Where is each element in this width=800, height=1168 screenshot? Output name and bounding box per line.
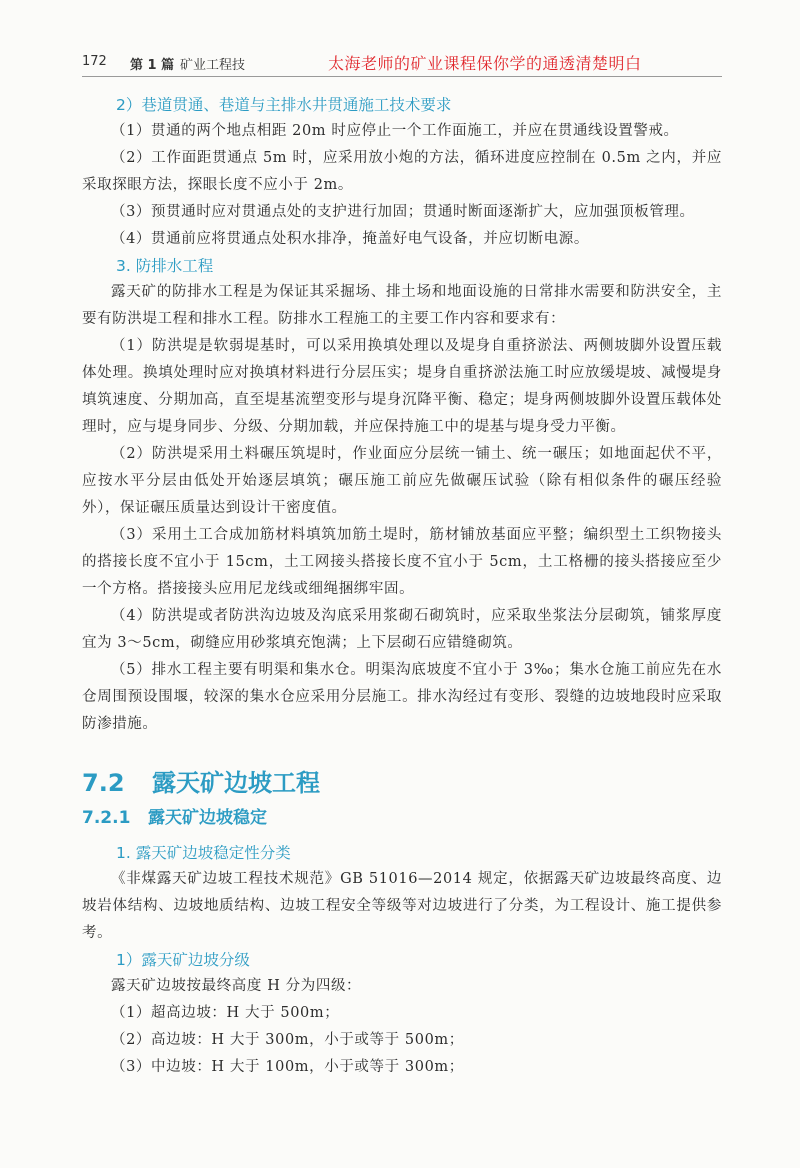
- paragraph: （1）防洪堤是软弱堤基时，可以采用换填处理以及堤身自重挤淤法、两侧坡脚外设置压载体处理。换填处理时应对换填材料进行分层压实；堤身自重挤淤法施工时应放缓堤坡、减慢堤身填筑速度、分期加高，直至堤基流塑变形与堤身沉降平衡、稳定；堤身两侧坡脚外设置压载体处理时，应与堤身同步、分级、分期加载，并应保持施工中的堤基与堤身受力平衡。: [82, 338, 722, 435]
- paragraph: （3）预贯通时应对贯通点处的支护进行加固；贯通时断面逐渐扩大，应加强顶板管理。: [111, 204, 695, 220]
- list-item: （1）超高边坡：H 大于 500m；: [111, 1005, 340, 1021]
- paragraph: 《非煤露天矿边坡工程技术规范》GB 51016—2014 规定，依据露天矿边坡最终高度、边坡岩体结构、边坡地质结构、边坡工程安全等级等对边坡进行了分类，为工程设计、施工提供参考。: [82, 871, 722, 941]
- paragraph: （5）排水工程主要有明渠和集水仓。明渠沟底坡度不宜小于 3‰；集水仓施工前应先在水仓周围预设围堰，较深的集水仓应采用分层施工。排水沟经过有变形、裂缝的边坡地段时应采取防渗措施。: [82, 662, 722, 732]
- page-number: 172: [82, 54, 107, 69]
- page-body: [82, 92, 722, 1081]
- chapter-heading: [82, 766, 722, 800]
- chapter-title: 露天矿边坡工程: [152, 769, 320, 797]
- paragraph: （2）防洪堤采用土料碾压筑堤时，作业面应分层统一铺土、统一碾压；如地面起伏不平，应按水平分层由低处开始逐层填筑；碾压施工前应先做碾压试验（除有相似条件的碾压经验外），保证碾压质量达到设计干密度值。: [82, 446, 722, 516]
- subchapter-title: 露天矿边坡稳定: [148, 808, 267, 828]
- paragraph: （1）贯通的两个地点相距 20m 时应停止一个工作面施工，并应在贯通线设置警戒。: [111, 123, 679, 139]
- section-heading-stability-classification: 1. 露天矿边坡稳定性分类: [116, 844, 291, 862]
- subchapter-number: 7.2.1: [82, 808, 131, 828]
- subchapter-heading: [82, 804, 722, 832]
- paragraph: （2）工作面距贯通点 5m 时，应采用放小炮的方法，循环进度应控制在 0.5m 之内，并应采取探眼方法，探眼长度不应小于 2m。: [82, 150, 722, 193]
- section-heading-tunnel-breakthrough: 2）巷道贯通、巷道与主排水井贯通施工技术要求: [116, 96, 452, 114]
- paragraph: 露天矿边坡按最终高度 H 分为四级：: [111, 978, 362, 994]
- list-item: （2）高边坡：H 大于 300m，小于或等于 500m；: [111, 1032, 464, 1048]
- list-item: （3）中边坡：H 大于 100m，小于或等于 300m；: [111, 1059, 464, 1075]
- paragraph: （3）采用土工合成加筋材料填筑加筋土堤时，筋材铺放基面应平整；编织型土工织物接头的搭接长度不宜小于 15cm，土工网接头搭接长度不宜小于 5cm，土工格栅的接头搭接应至少一个方格。搭接接头应用尼龙线或细绳捆绑牢固。: [82, 527, 722, 597]
- section-heading-slope-grading: 1）露天矿边坡分级: [116, 951, 250, 969]
- chapter-number: 7.2: [82, 769, 125, 797]
- chapter-label: 第 1 篇: [130, 58, 175, 73]
- paragraph: 露天矿的防排水工程是为保证其采掘场、排土场和地面设施的日常排水需要和防洪安全，主要有防洪堤工程和排水工程。防排水工程施工的主要工作内容和要求有：: [82, 284, 722, 327]
- section-heading-drainage: 3. 防排水工程: [116, 257, 214, 275]
- watermark-text: 太海老师的矿业课程保你学的通透清楚明白: [328, 54, 642, 73]
- page-header: [82, 50, 722, 77]
- paragraph: （4）贯通前应将贯通点处积水排净，掩盖好电气设备，并应切断电源。: [111, 231, 589, 247]
- paragraph: （4）防洪堤或者防洪沟边坡及沟底采用浆砌石砌筑时，应采取坐浆法分层砌筑，铺浆厚度宜为 3～5cm，砌缝应用砂浆填充饱满；上下层砌石应错缝砌筑。: [82, 608, 722, 651]
- running-title: 矿业工程技: [180, 58, 246, 73]
